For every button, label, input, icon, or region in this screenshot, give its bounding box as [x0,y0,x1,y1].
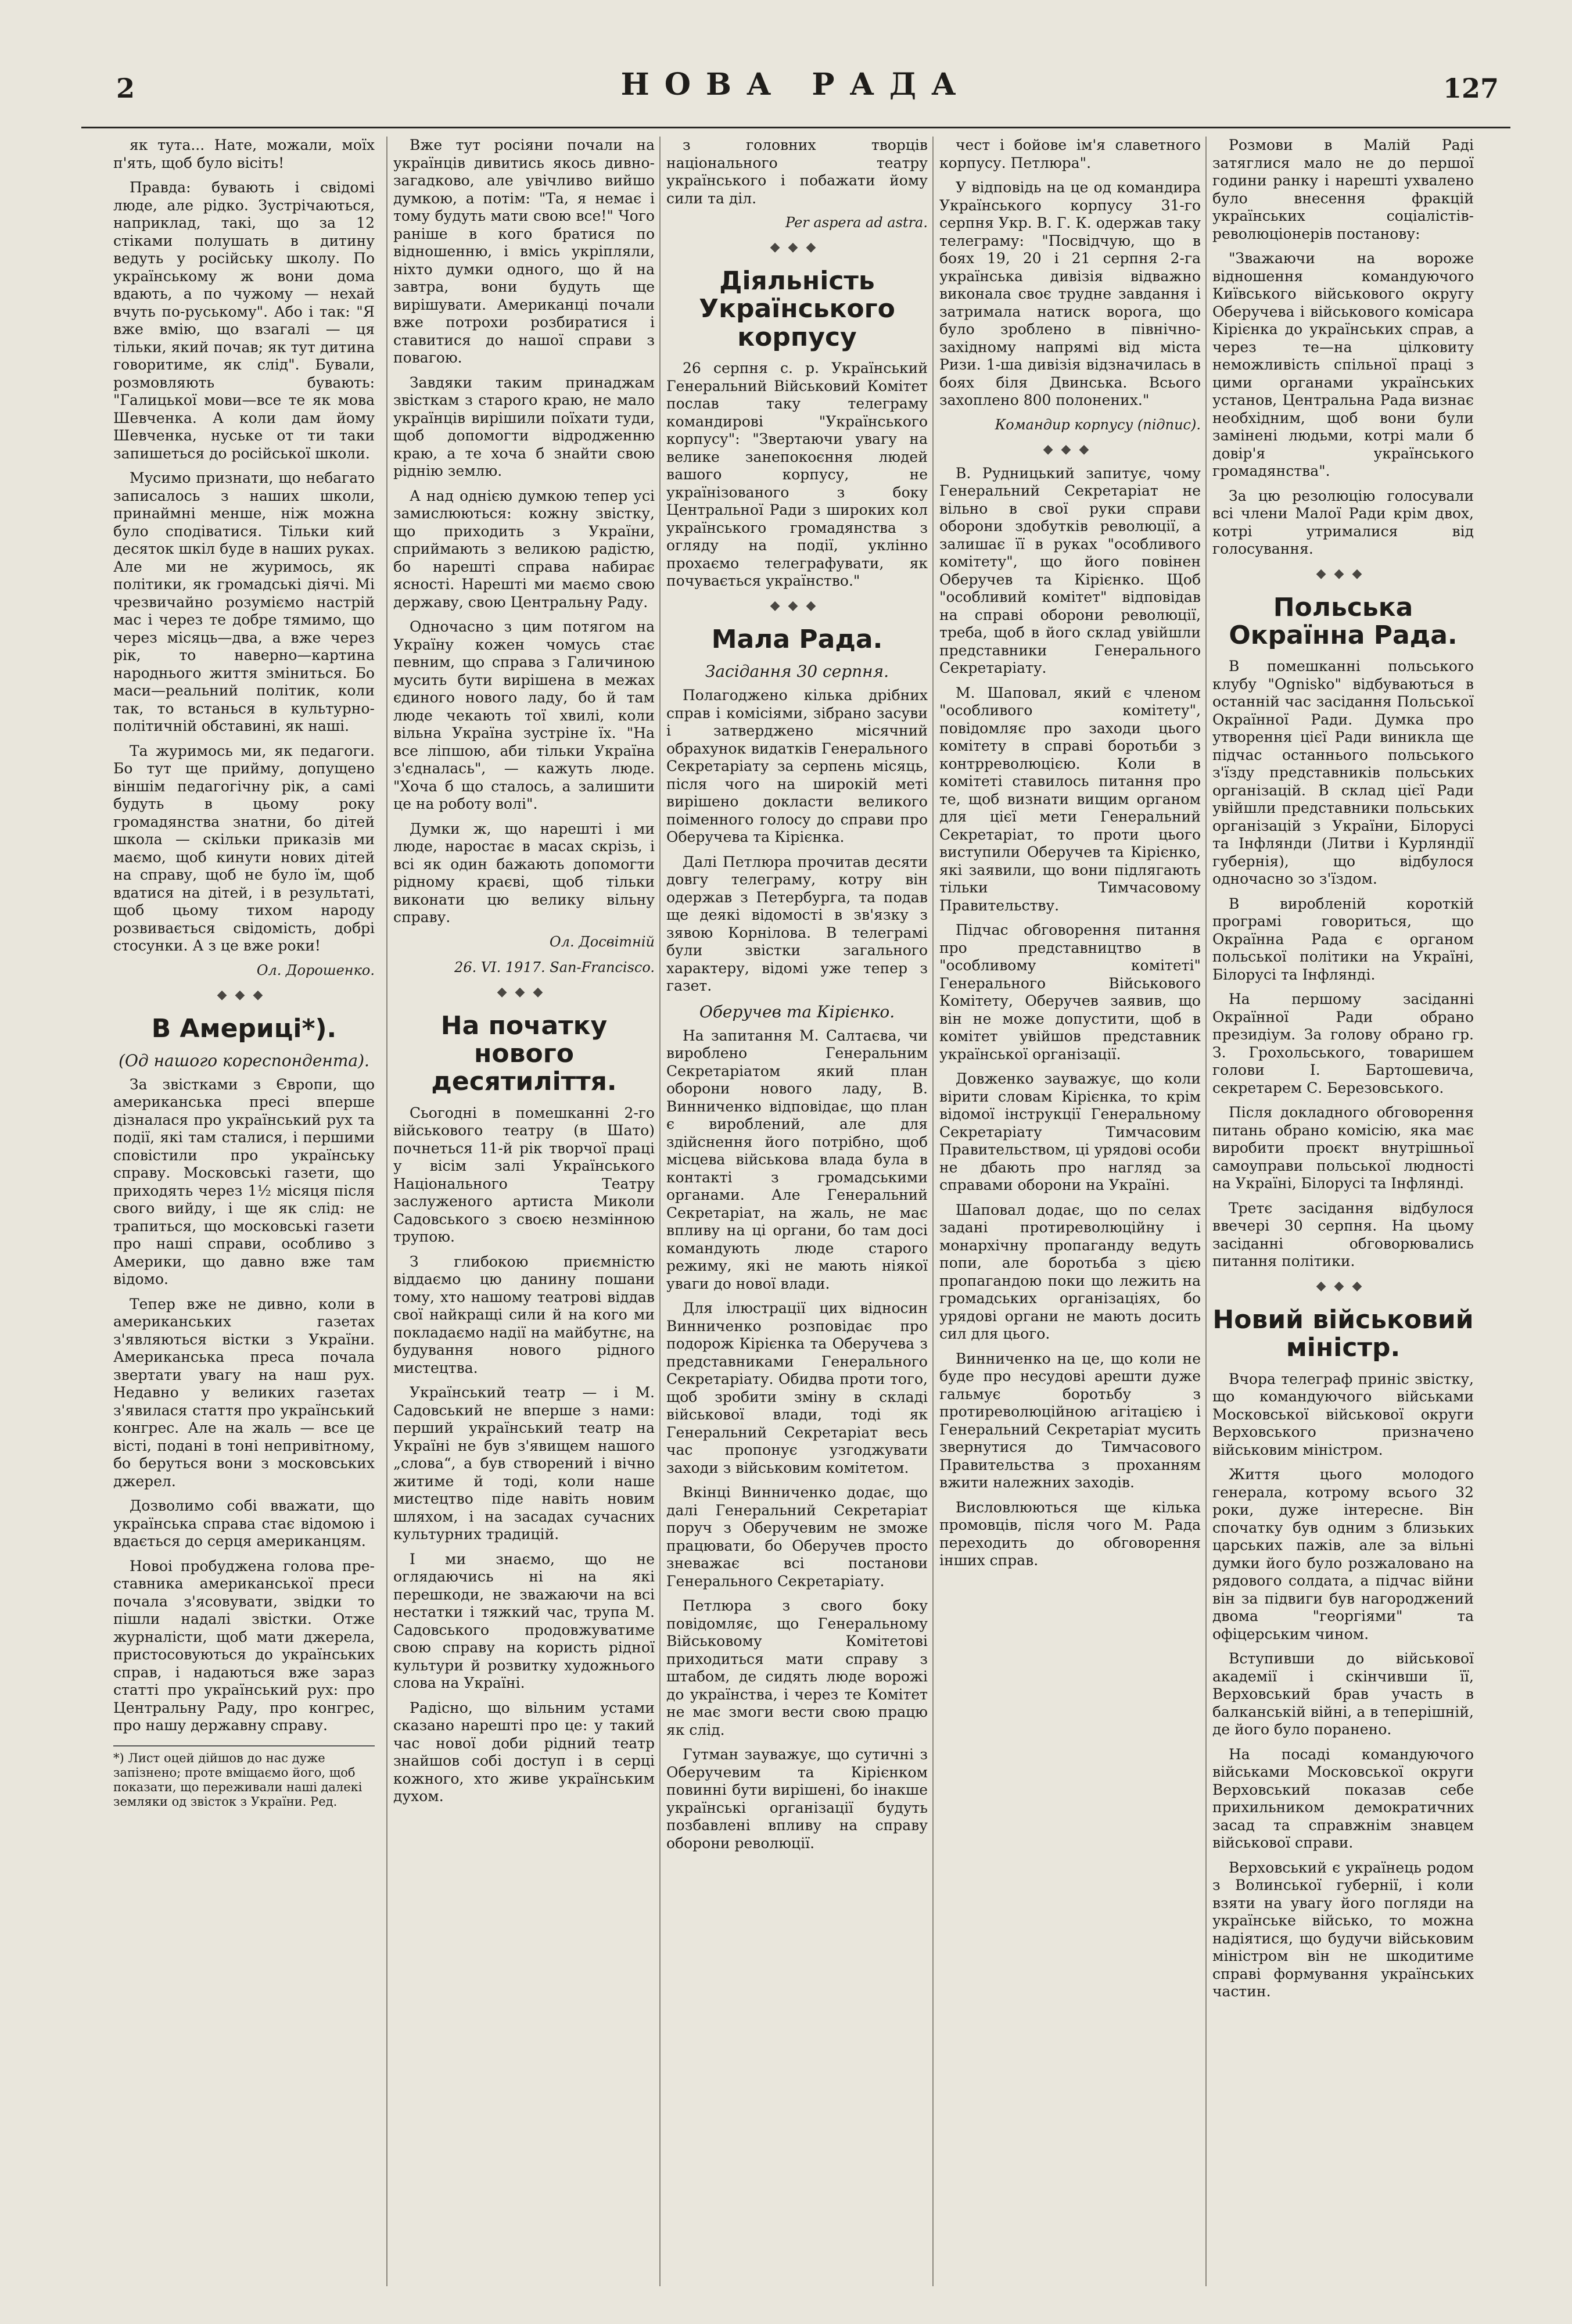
article-paragraph: За цю резолюцію голосували всі члени Малої Ради крім двох, котрі утрималися від голосування. [1212,487,1474,557]
article-paragraph: Вкінці Винниченко додає, що далі Генеральний Секретаріат поруч з Оберучевим не зможе працювати, бо Оберучев просто зневажає всі постанови Генерального Секретаріату. [666,1484,928,1590]
article-paragraph: Вчора телеграф приніс звістку, що командуючого військами Московської військової округи Верховського призначено військовим міністром. [1212,1370,1474,1458]
ornament-divider: ◆◆◆ [1316,566,1370,581]
ornament-divider: ◆◆◆ [1043,442,1097,457]
article-paragraph: Висловлюються ще кілька промовців, після чого М. Рада переходить до обговорення інших справ. [939,1498,1201,1569]
ornament-divider: ◆◆◆ [770,240,824,254]
masthead-rule [81,127,1510,128]
article-paragraph: За звістками з Європи, що американська пресі вперше дізналася про український рух та події, які там сталися, і першими сповістили про українську справу. Московські газети, що приходять через 1½ місяця після свого вийду, і ще як слід: не трапиться, що московські газети про наші справи, особливо з Америки, що давно вже там відомо. [113,1075,375,1288]
article-paragraph: Життя цього молодого генерала, котрому всього 32 роки, дуже інтересне. Він спочатку був одним з близьких царських пажів, але за вільні думки його було розжаловано на рядового солдата, а підчас війни він за підвиги був нагороджений двома "георгіями" та офіцерським чином. [1212,1466,1474,1642]
article-paragraph: Дозволимо собі вважати, що українська справа стає відомою і вдається до серця американцям. [113,1497,375,1550]
column-3 [659,137,928,2286]
article-paragraph: Новоі пробуджена голова пре-ставника американської преси почала з'ясовувати, звідки то пішли надалі звістки. Отже журналісти, щоб мати джерела, пристосовуються до українських справ, і надаються вже зараз статті про український рух: про Центральну Раду, про конгрес, про нашу державну справу. [113,1557,375,1734]
article-heading: Мала Рада. [711,624,883,654]
footnote: *) Лист оцей дійшов до нас дуже запізнено; проте вміщаємо його, щоб показати, що переживали наші далекі земляки од звісток з України. Ред. [113,1745,375,1810]
column-2 [386,137,655,2286]
masthead [81,61,1510,125]
article-paragraph: А над однією думкою тепер усі замислюються: кожну звістку, що приходить з України, сприймають з великою радістю, бо нарешті справа набирає ясності. Нарешті ми маємо свою державу, свою Центральну Раду. [393,487,655,611]
article-paragraph: Український театр — і М. Садовський не вперше з нами: перший український театр на Україні не був з'явищем нашого „слова“, а був створений і вічно житиме й тоді, коли наше мистецтво піде навіть новим шляхом, і на засадах сучасних культурних традицій. [393,1384,655,1543]
article-paragraph: Шаповал додає, що по селах задані протиреволюційну і монархічну пропаганду ведуть попи, але боротьба з цією пропагандою поки що лежить на громадських організаціях, бо урядові органи не мають досить сил для цього. [939,1201,1201,1342]
issue-number: 127 [1442,73,1499,104]
article-paragraph: чест і бойове ім'я славетного корпусу. Петлюра". [939,137,1201,171]
article-paragraph: В. Рудницький запитує, чому Генеральний Секретаріат не вільно в свої руки справи оборони здобутків революції, а залишає її в руках "особливого комітету", що його повінен Оберучев та Кірієнко. Щоб "особливий комітет" відповідав на справі оборони революції, треба, щоб в його склад увійшли представники Генерального Секретаріату. [939,464,1201,676]
article-paragraph: З глибокою приємністю віддаємо цю данину пошани тому, хто нашому театрові віддав свої найкращі сили й на кого ми покладаємо надії на майбутнє, на будування нового рідного мистецтва. [393,1253,655,1376]
article-paragraph: Верховський є українець родом з Волинської губернії, і коли взяти на увагу його погляди на українське військо, то можна надіятися, що будучи військовим міністром він не шкодитиме справі формування українських частин. [1212,1859,1474,2000]
article-paragraph: В помешканні польського клубу "Ognisko" відбуваються в останній час засідання Польської Окраїнної Ради. Думка про утворення цієї Ради виникла ще підчас останнього польського з'їзду представників польських організацій. В склад цієї Ради увійшли представники польських організацій з України, Білорусі та Інфлянди (Литви і Курляндії губернія), що відбулося одночасно зо з'їздом. [1212,658,1474,888]
article-paragraph: На запитання М. Салтаєва, чи вироблено Генеральним Секретаріатом який план оборони нового ладу, В. Винниченко відповідає, що план є вироблений, але для здійснення його потрібно, щоб місцева військова влада була в контакті з громадськими органами. Але Генеральний Секретаріат, на жаль, не має впливу на ці органи, бо там досі командують люде старого режиму, які не мають ніякої уваги до нової влади. [666,1027,928,1292]
article-paragraph: як тута... Нате, можали, моїх п'ять, щоб було вісіть! [113,137,375,171]
article-paragraph: Сьогодні в помешканні 2-го військового театру (в Шато) почнеться 11-й рік творчої праці у вісім залі Українського Національного Театру заслуженого артиста Миколи Садовського з своєю незмінною трупою. [393,1104,655,1246]
article-paragraph: Гутман зауважує, що сутичні з Оберучевим та Кірієнком повинні бути вирішені, бо інакше українські організації будуть позбавлені впливу на справу оборони революції. [666,1746,928,1852]
article-paragraph: М. Шаповал, який є членом "особливого комітету", повідомляє про заходи цього комітету в справі боротьби з контрреволюцією. Коли в комітеті ставилось питання про те, щоб визнати вищим органом для цієї мети Генеральний Секретаріат, то проти цього виступили Оберучев та Кірієнко, які заявили, що вони підлягають тільки Тимчасовому Правительству. [939,684,1201,914]
article-paragraph: Радісно, що вільним устами сказано нарешті про це: у такий час нової доби рідний театр знайшов собі доступ і в серці кожного, хто живе українським духом. [393,1699,655,1805]
article-heading: Діяльність Українського корпусу [699,266,895,352]
page-number: 2 [116,73,135,104]
article-heading: Новий військовий міністр. [1212,1304,1474,1363]
article-subheading: (Од нашого кореспондента). [119,1050,369,1070]
article-paragraph: Розмови в Малій Раді затяглися мало не до першої години ранку і нарешті ухвалено було внесення фракцій українських соціалістів-революціонерів постанову: [1212,137,1474,242]
author-signature: Командир корпусу (підпис). [995,416,1201,433]
article-paragraph: Далі Петлюра прочитав десяти довгу телеграму, котру він одержав з Петербурга, та подав ще деякі відомості в зв'язку з зявою Корнілова. В телеграмі були звістки загального характеру, відомі уже тепер з газет. [666,853,928,995]
article-paragraph: В виробленій короткій програмі говориться, що Окраїнна Рада є органом польської політики на Україні, Білорусі та Інфлянді. [1212,895,1474,983]
column-5 [1205,137,1474,2286]
article-paragraph: Після докладного обговорення питань обрано комісію, яка має виробити проєкт внутрішньої самоуправи польської людності на Україні, Білорусі та Інфлянді. [1212,1104,1474,1192]
author-signature: Ол. Досвітній [550,933,655,950]
author-signature: Ол. Дорошенко. [256,962,375,978]
article-paragraph: На посаді командуючого військами Московської округи Верховський показав себе прихильником демократичних засад та справжнім знавцем військової справи. [1212,1745,1474,1852]
article-paragraph: Правда: бувають і свідомі люде, але рідко. Зустрічаються, наприклад, такі, що за 12 стіками полушать в дитину ведуть у російську школу. По українському ж вони дома вдають, а по чужому — нехай вчуть по-руському". Або і так: "Я вже вмію, що взагалі — ця тільки, який почав; як тут дитина говоритиме, як слід". Бували, розмовляють бувають: "Галицької мови—все те як мова Шевченка. А коли дам йому Шевченка, нуське от ти таки запишеться до російської школи. [113,179,375,462]
newspaper-title: НОВА РАДА [620,67,971,102]
ornament-divider: ◆◆◆ [497,984,551,999]
article-paragraph: Полагоджено кілька дрібних справ і комісіями, зібрано засуви і затверджено місячний обрахунок видатків Генерального Секретаріату за серпень місяць, після чого на широкій меті вирішено докласти великого поіменного голосу до справи про Оберучева та Кірієнка. [666,687,928,846]
article-subheading: Засідання 30 серпня. [705,662,889,682]
article-paragraph: У відповідь на це од командира Українського корпусу 31-го серпня Укр. В. Г. К. одержав таку телеграму: "Посвідчую, що в боях 19, 20 і 21 серпня 2-га українська дивізія відважно виконала своє трудне завдання і затримала натиск ворога, що було зроблено в північно-західному напрямі від міста Ризи. 1-ша дивізія відзначилась в боях біля Двинська. Всього захоплено 800 полонених." [939,179,1201,408]
ornament-divider: ◆◆◆ [1316,1278,1370,1293]
article-paragraph: "Зважаючи на вороже відношення командуючого Київського військового округу Оберучева і військового комісара Кірієнка до українських справ, а через те—на цілковиту неможливість спільної праці з цими органами українських установ, Центральна Рада визнає необхідним, щоб вони були замінені людьми, котрі мали б довір'я українського громадянства". [1212,250,1474,479]
article-paragraph: І ми знаємо, що не оглядаючись ні на які перешкоди, не зважаючи на всі нестатки і тяжкий час, трупа М. Садовського продовжуватиме свою справу на користь рідної культури й розвитку художнього слова на Україні. [393,1550,655,1692]
article-heading: В Америці*). [151,1013,337,1043]
dateline: 26. VI. 1917. San-Francisco. [454,959,655,975]
article-paragraph: Петлюра з свого боку повідомляє, що Генеральному Військовому Комітетові приходиться мати справу з штабом, де сидять люде ворожі до українства, і через те Комітет не має змоги вести свою працю як слід. [666,1597,928,1738]
author-signature: Per aspera ad astra. [785,214,928,231]
article-paragraph: Та журимось ми, як педагоги. Бо тут ще прийму, допущено віншім педагогічну рік, а самі будуть в цьому року громадянства знатни, бо дітей школа — скільки приказів ми маємо, щоб кинути нових дітей на справу, щоб не було їм, щоб вдатися на дітей, і в результаті, щоб цьому тихом народу розвивається свідомість, добрі стосунки. А з це вже роки! [113,742,375,954]
article-paragraph: Третє засідання відбулося ввечері 30 серпня. На цьому засіданні обговорювались питання політики. [1212,1199,1474,1270]
article-subheading: Оберучев та Кірієнко. [699,1002,895,1021]
article-paragraph: 26 серпня с. р. Український Генеральний Військовий Комітет послав таку телеграму командирові "Українського корпусу": "Звертаючи увагу на велике занепокоєння людей вашого корпусу, не українізованого з боку Центральної Ради з широких кол українського громадянства з огляду на події, уклінно прохаємо телеграфувати, як почувається українство." [666,360,928,590]
article-heading: На початку нового десятиліття. [431,1010,617,1097]
article-paragraph: Довженко зауважує, що коли вірити словам Кірієнка, то крім відомої інструкції Генеральному Секретаріату Тимчасовим Правительством, ці урядові особи не дбають про нагляд за справами оборони на Україні. [939,1070,1201,1193]
article-paragraph: Тепер вже не дивно, коли в американських газетах з'являються вістки з України. Американська преса почала звертати увагу на наш рух. Недавно у великих газетах з'явилася стаття про український конгрес. Але на жаль — все це вісті, подані в тоні непривітному, бо беруться вони з московських джерел. [113,1295,375,1490]
article-paragraph: Мусимо признати, що небагато записалось з наших школи, принаймні менше, ніж можна було сподіватися. Тільки кий десяток шкіл буде в наших руках. Але ми не журимось, як політики, як громадські діячі. Мі чрезвичайно розуміємо настрій мас і через те добре тямимо, що через місяць—два, а вже через рік, то наверно—картина народнього життя зміниться. Бо маси—реальний політик, коли так, то встанься в культурно-політичній обставині, як наші. [113,469,375,734]
article-heading: Польська Окраїнна Рада. [1229,592,1458,650]
article-paragraph: Завдяки таким принаджам звісткам з старого краю, не мало українців вирішили поїхати туди, щоб допомогти відродженню краю, а те хоча б знайти свою ріднію землю. [393,374,655,479]
article-paragraph: Вступивши до військової академії і скінчивши її, Верховський брав участь в балканській війні, а в теперішній, де його було поранено. [1212,1650,1474,1738]
article-paragraph: Вже тут росіяни почали на українців дивитись якось дивно-загадково, але увічливо вийшо думкою, а потім: "Та, я немає і тому будуть мати свою все!" Чого раніше в кого братися по відношенню, і вмісь укріпляли, ніхто думки одного, що й на завтра, вони будуть ще вирішувати. Американці почали вже потрохи розбиратися і ставитися до нашої справи з повагою. [393,137,655,366]
column-4 [932,137,1201,2286]
article-paragraph: Для ілюстрації цих відносин Винниченко розповідає про подорож Кірієнка та Оберучева з представниками Генерального Секретаріату. Обидва проти того, щоб зробити зміну в складі військової влади, тоді як Генеральний Секретаріат весь час пропонує узгоджувати заходи з військовим комітетом. [666,1300,928,1476]
article-paragraph: Підчас обговорення питання про представництво в "особливому комітеті" Генерального Військового Комітету, Оберучев заявив, що він не може допустити, щоб в комітет увійшов представник української організації. [939,921,1201,1063]
article-paragraph: На першому засіданні Окраїнної Ради обрано президіум. За голову обрано гр. З. Грохольського, товаришем голови І. Бартошевича, секретарем С. Березовського. [1212,991,1474,1096]
article-paragraph: Винниченко на це, що коли не буде про несудові арешти дуже гальмує боротьбу з протиреволюційною агітацією і Генеральний Секретаріат мусить звернутися до Тимчасового Правительства з проханням вжити належних заходів. [939,1350,1201,1491]
article-paragraph: Одночасно з цим потягом на Україну кожен чомусь стає певним, що справа з Галичиною мусить бути вирішена в межах єдиного нового ладу, бо й там люде чекають тої хвилі, коли вільна Україна зустріне їх. "На все ліпшою, аби тільки Україна з'єдналась", — кажуть люде. "Хоча б що сталось, а залишити це на роботу волі". [393,618,655,812]
article-paragraph: з головних творців національного театру українського і побажати йому сили та діл. [666,137,928,207]
ornament-divider: ◆◆◆ [770,598,824,613]
ornament-divider: ◆◆◆ [217,987,271,1002]
column-1 [113,137,375,2286]
article-paragraph: Думки ж, що нарешті і ми люде, наростає в масах скрізь, і всі як один бажають допомогти рідному краєві, щоб тільки виконати цю велику вільну справу. [393,820,655,926]
